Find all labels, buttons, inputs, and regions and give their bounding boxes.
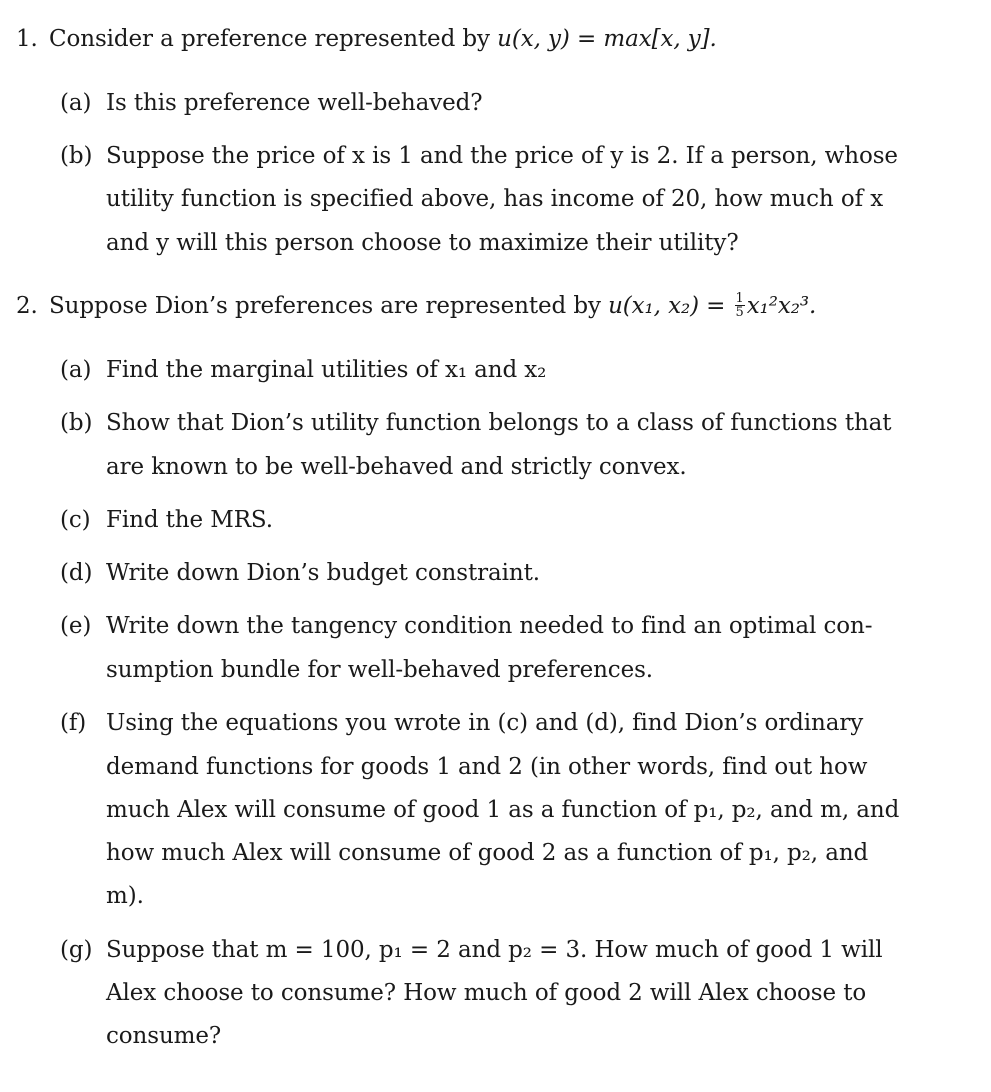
q1-part-a-label: (a) <box>60 90 92 116</box>
q2-part-d-label: (d) <box>60 560 93 586</box>
q2-part-g-line-3: consume? <box>106 1023 222 1049</box>
q2-part-c-label: (c) <box>60 507 91 533</box>
q1-part-b-label: (b) <box>60 143 93 169</box>
q1-text: Consider a preference represented by <box>49 26 490 52</box>
q1-number: 1. <box>16 26 38 52</box>
q2-formula-lhs: u(x₁, x₂) = <box>608 293 726 319</box>
q2-part-f-line-3: much Alex will consume of good 1 as a function of p₁, p₂, and m, and <box>106 797 900 823</box>
q2-part-a-label: (a) <box>60 357 92 383</box>
q2-number: 2. <box>16 293 38 319</box>
q1-part-a-line-1: Is this preference well-behaved? <box>106 90 483 116</box>
q2-part-g-line-2: Alex choose to consume? How much of good 2 will Alex choose to <box>106 980 867 1006</box>
q2-part-d-line-1: Write down Dion’s budget constraint. <box>106 560 540 586</box>
q2-part-b-line-1: Show that Dion’s utility function belongs to a class of functions that <box>106 410 892 436</box>
q1-part-b-line-3: and y will this person choose to maximize their utility? <box>106 230 739 256</box>
q2-part-g-label: (g) <box>60 937 93 963</box>
q2-part-f-line-2: demand functions for goods 1 and 2 (in other words, find out how <box>106 754 868 780</box>
q2-part-b-label: (b) <box>60 410 93 436</box>
q2-part-e-line-1: Write down the tangency condition needed to find an optimal con- <box>106 613 873 639</box>
q2-part-g-line-1: Suppose that m = 100, p₁ = 2 and p₂ = 3. How much of good 1 will <box>106 937 883 963</box>
fraction-denominator: 5 <box>735 304 744 320</box>
q2-text: Suppose Dion’s preferences are represented by <box>49 293 601 319</box>
q2-part-f-line-4: how much Alex will consume of good 2 as a function of p₁, p₂, and <box>106 840 869 866</box>
q2-part-f-label: (f) <box>60 710 87 736</box>
q1-formula: u(x, y) = max[x, y]. <box>497 26 717 52</box>
q2-part-e-line-2: sumption bundle for well-behaved preferences. <box>106 657 653 683</box>
q1-part-b-line-1: Suppose the price of x is 1 and the price of y is 2. If a person, whose <box>106 143 898 169</box>
q2-part-f-line-1: Using the equations you wrote in (c) and (d), find Dion’s ordinary <box>106 710 864 736</box>
q2-part-e-label: (e) <box>60 613 92 639</box>
q2-part-c-line-1: Find the MRS. <box>106 507 273 533</box>
q2-part-b-line-2: are known to be well-behaved and strictly convex. <box>106 454 687 480</box>
q2-part-f-line-5: m). <box>106 883 144 909</box>
q1-part-b-line-2: utility function is specified above, has income of 20, how much of x <box>106 186 884 212</box>
q2-formula-rhs: x₁²x₂³. <box>746 293 817 319</box>
q2-part-a-line-1: Find the marginal utilities of x₁ and x₂ <box>106 357 547 383</box>
q2-formula-fraction <box>735 292 745 319</box>
fraction-numerator: 1 <box>735 290 744 306</box>
